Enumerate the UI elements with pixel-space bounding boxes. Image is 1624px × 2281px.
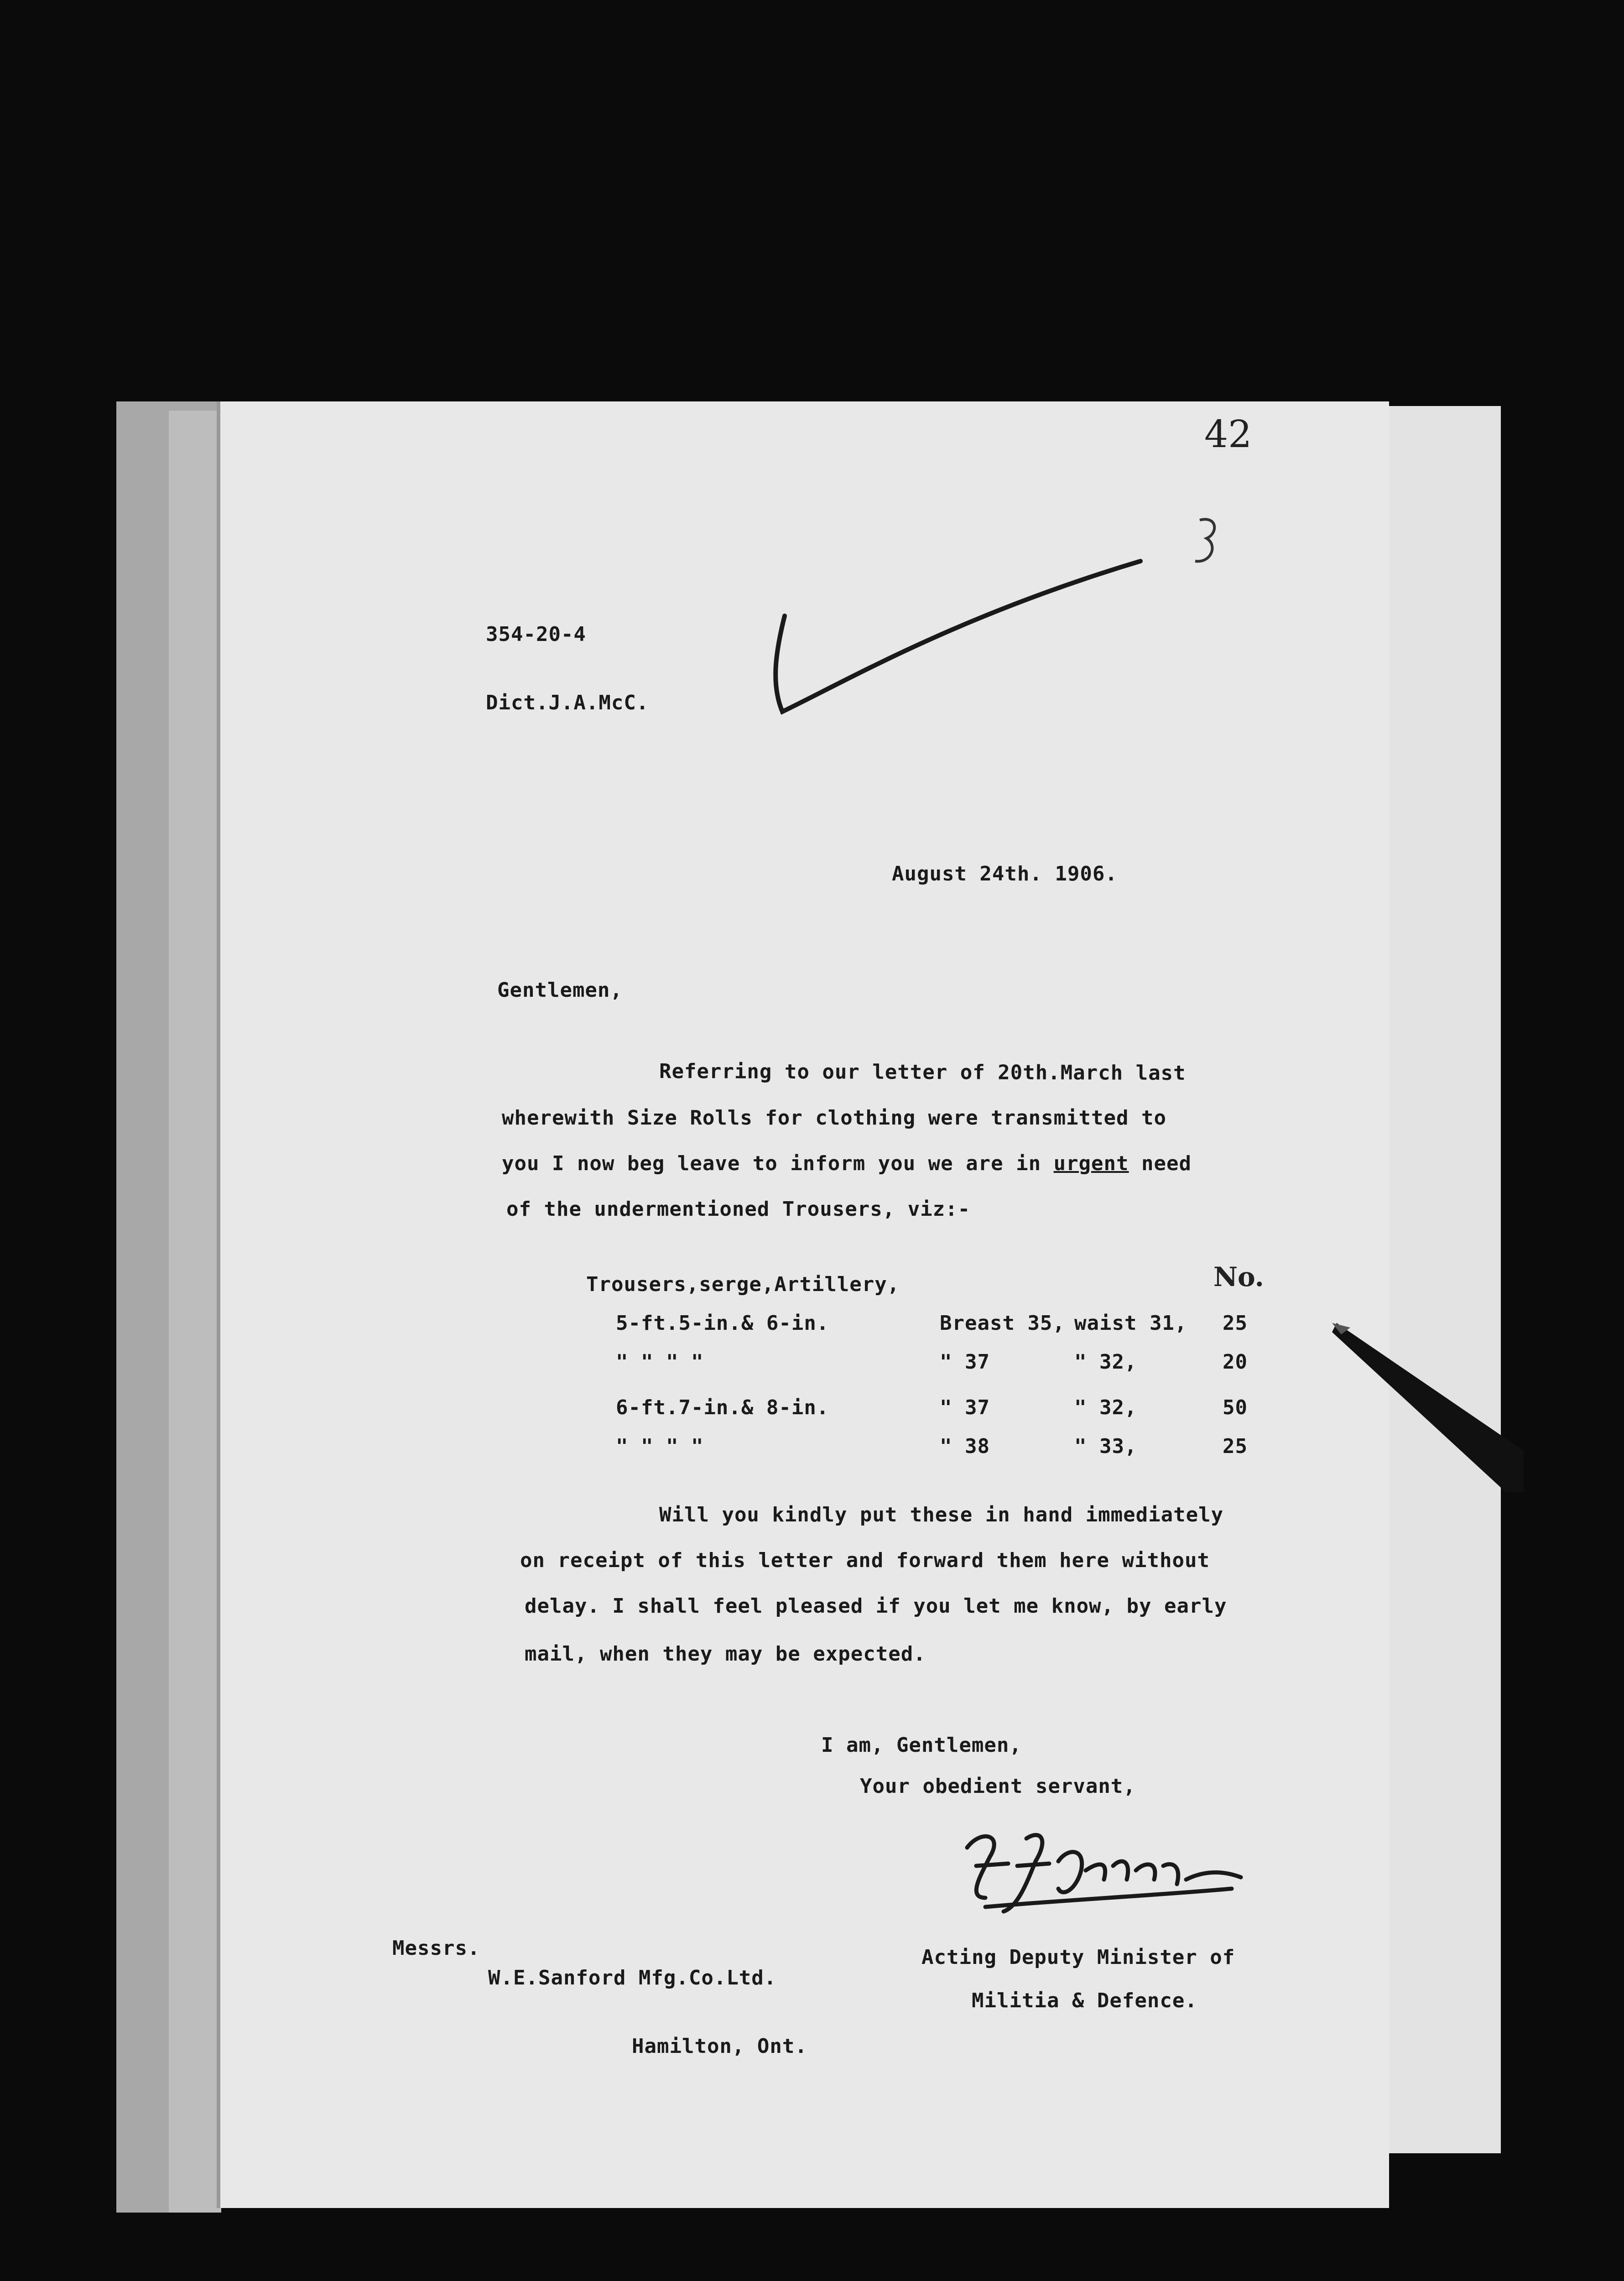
closing-line: Will you kindly put these in hand immediately <box>659 1503 1224 1526</box>
item-quantity: 25 <box>1223 1312 1248 1335</box>
complimentary-close: Your obedient servant, <box>860 1775 1136 1798</box>
check-mark-icon <box>766 534 1168 734</box>
closing-line: delay. I shall feel pleased if you let me know, by early <box>525 1594 1227 1618</box>
item-waist: " 33, <box>1074 1435 1137 1458</box>
urgent-word: urgent <box>1053 1152 1129 1175</box>
salutation: Gentlemen, <box>497 979 623 1002</box>
item-size: 6-ft.7-in.& 8-in. <box>616 1396 829 1419</box>
item-size: 5-ft.5-in.& 6-in. <box>616 1312 829 1335</box>
item-breast: Breast 35, <box>940 1312 1065 1335</box>
backing-sheet-left-inner <box>169 411 221 2213</box>
pen <box>1332 1314 1524 1492</box>
body-line: of the undermentioned Trousers, viz:- <box>506 1198 971 1221</box>
signer-title: Militia & Defence. <box>972 1989 1197 2012</box>
addressee-name: W.E.Sanford Mfg.Co.Ltd. <box>488 1966 777 1989</box>
body-line <box>502 1152 1192 1175</box>
addressee-city: Hamilton, Ont. <box>632 2035 807 2058</box>
item-size: " " " " <box>616 1350 704 1374</box>
quantity-header: No. <box>1213 1261 1264 1292</box>
signature <box>949 1820 1250 1925</box>
item-breast: " 38 <box>940 1435 990 1458</box>
body-line: wherewith Size Rolls for clothing were transmitted to <box>502 1106 1166 1130</box>
folio-number: 42 <box>1204 413 1252 456</box>
body-line-text: need <box>1129 1152 1192 1175</box>
item-quantity: 20 <box>1223 1350 1248 1374</box>
dictation-initials: Dict.J.A.McC. <box>486 691 649 714</box>
signer-title: Acting Deputy Minister of <box>921 1946 1235 1969</box>
item-quantity: 50 <box>1223 1396 1248 1419</box>
reference-number: 354-20-4 <box>486 623 586 646</box>
item-waist: " 32, <box>1074 1350 1137 1374</box>
letter-date: August 24th. 1906. <box>892 862 1118 885</box>
item-breast: " 37 <box>940 1350 990 1374</box>
closing-line: mail, when they may be expected. <box>525 1642 926 1666</box>
body-line-text: you I now beg leave to inform you we are in <box>502 1152 1054 1175</box>
items-title: Trousers,serge,Artillery, <box>586 1273 900 1296</box>
addressee-label: Messrs. <box>392 1937 480 1960</box>
item-waist: " 32, <box>1074 1396 1137 1419</box>
complimentary-close: I am, Gentlemen, <box>821 1734 1022 1757</box>
item-quantity: 25 <box>1223 1435 1248 1458</box>
item-size: " " " " <box>616 1435 704 1458</box>
item-breast: " 37 <box>940 1396 990 1419</box>
closing-line: on receipt of this letter and forward them here without <box>520 1549 1210 1572</box>
item-waist: waist 31, <box>1074 1312 1187 1335</box>
pencil-mark-icon <box>1186 511 1227 575</box>
body-line: Referring to our letter of 20th.March last <box>659 1059 1186 1085</box>
